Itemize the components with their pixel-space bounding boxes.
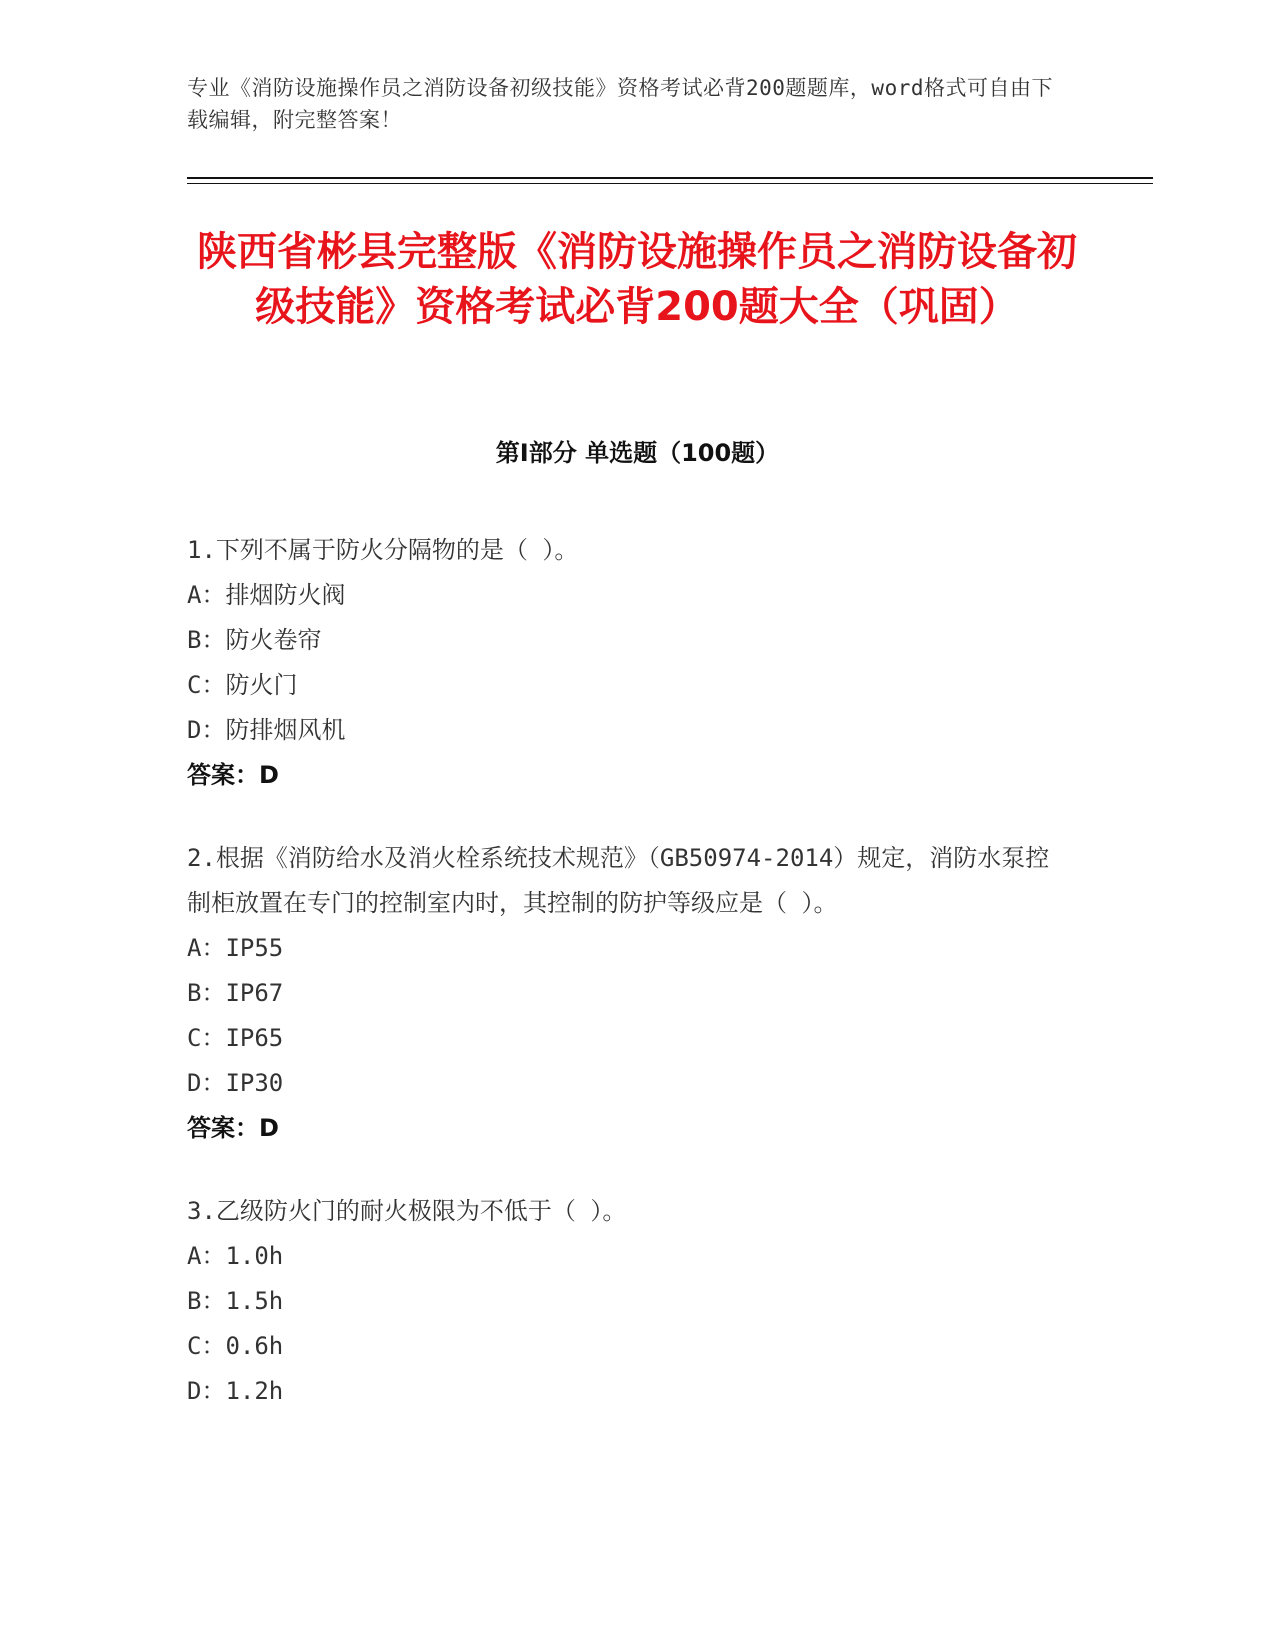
section-heading: 第Ⅰ部分 单选题（100题）	[495, 439, 780, 467]
header-divider-thin	[187, 183, 1153, 184]
question-option: B：IP67	[187, 979, 284, 1007]
question-stem: 3.乙级防火门的耐火极限为不低于（ ）。	[187, 1197, 627, 1225]
question-option: D：1.2h	[187, 1377, 284, 1405]
question-stem: 2.根据《消防给水及消火栓系统技术规范》（GB50974-2014）规定，消防水泵控制柜放置在专门的控制室内时，其控制的防护等级应是（ ）。	[187, 844, 1050, 917]
header-note: 专业《消防设施操作员之消防设备初级技能》资格考试必背200题题库，word格式可自由下载编辑，附完整答案！	[187, 76, 1053, 132]
question-option: A：1.0h	[187, 1242, 284, 1270]
question-item	[187, 528, 1067, 798]
question-option: A：IP55	[187, 934, 284, 962]
document-title: 陕西省彬县完整版《消防设施操作员之消防设备初级技能》资格考试必背200题大全（巩固）	[197, 229, 1077, 330]
question-option: D：防排烟风机	[187, 716, 346, 744]
question-option: C：0.6h	[187, 1332, 284, 1360]
question-option: A：排烟防火阀	[187, 581, 346, 609]
question-stem: 1.下列不属于防火分隔物的是（ ）。	[187, 536, 579, 564]
question-option: C：IP65	[187, 1024, 284, 1052]
question-option: C：防火门	[187, 671, 298, 699]
question-list	[187, 528, 1067, 1452]
question-answer: 答案：D	[187, 1114, 279, 1142]
question-item	[187, 836, 1067, 1151]
question-option: B：1.5h	[187, 1287, 284, 1315]
question-item	[187, 1189, 1067, 1414]
header-divider-thick	[187, 177, 1153, 179]
question-option: D：IP30	[187, 1069, 284, 1097]
question-answer: 答案：D	[187, 761, 279, 789]
question-option: B：防火卷帘	[187, 626, 322, 654]
